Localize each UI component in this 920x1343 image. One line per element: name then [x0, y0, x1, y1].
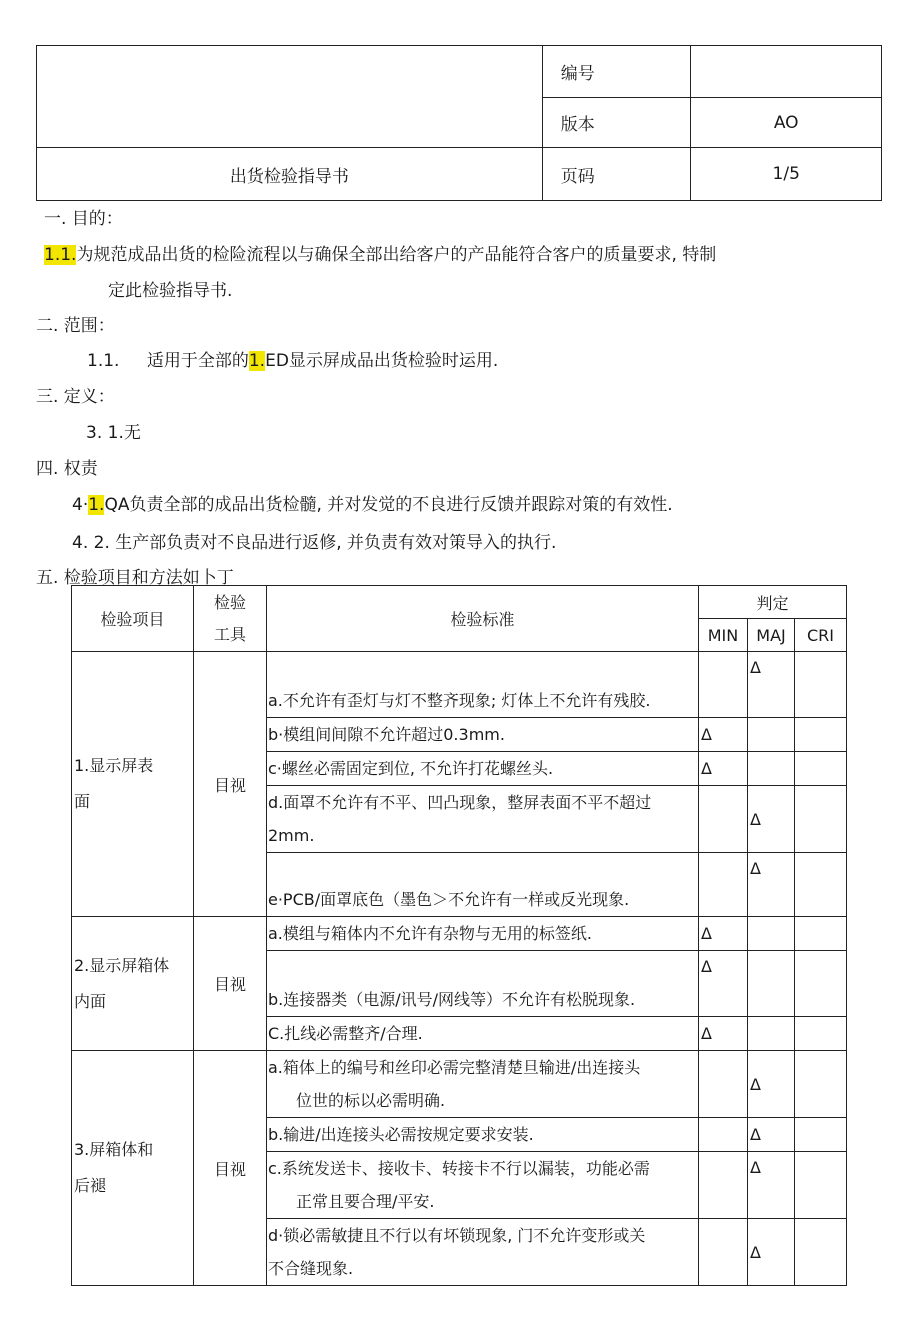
logo-cell	[37, 46, 543, 148]
maj-mark: Δ	[748, 1152, 795, 1219]
cri-cell	[795, 786, 847, 853]
tool-cell: 目视	[194, 917, 267, 1051]
min-mark: Δ	[699, 917, 748, 951]
col-header-tool	[194, 586, 267, 652]
cri-cell	[795, 1152, 847, 1219]
doc-title: 出货检验指导书	[37, 148, 543, 201]
item-label-l1: 3.屏箱体和	[74, 1140, 154, 1159]
standard-text-l1: a.箱体上的编号和丝印必需完整清楚旦输进/出连接头	[268, 1058, 641, 1077]
standard-cell: c·螺丝必需固定到位, 不允许打花螺丝头.	[267, 752, 699, 786]
table-row	[72, 1051, 847, 1118]
min-cell	[699, 853, 748, 917]
standard-text-l1: d.面罩不允许有不平、凹凸现象，整屏表面不平不超过	[268, 793, 652, 812]
responsibility-item-1	[72, 490, 673, 515]
scope-highlight: 1.	[248, 351, 266, 371]
version-label: 版本	[542, 98, 691, 148]
standard-cell	[267, 1219, 699, 1286]
min-mark: Δ	[699, 752, 748, 786]
item-label-l1: 2.显示屏箱体	[74, 955, 170, 975]
cri-cell	[795, 752, 847, 786]
tool-cell: 目视	[194, 1051, 267, 1286]
cri-cell	[795, 951, 847, 1017]
min-cell	[699, 1152, 748, 1219]
standard-text-l2: 正常且要合理/平安.	[296, 1192, 435, 1211]
responsibility-heading: 四. 权责	[36, 459, 98, 479]
min-cell	[699, 786, 748, 853]
resp1-text: QA负责全部的成品出货检髓, 并对发觉的不良进行反馈并跟踪对策的有效性.	[104, 495, 673, 515]
item-label-l2: 面	[74, 792, 91, 811]
page-label: 页码	[542, 148, 691, 201]
col-header-tool-l1: 检验	[213, 592, 246, 612]
item-label-l2: 内面	[74, 991, 107, 1011]
cri-cell	[795, 853, 847, 917]
standard-text-l2: 不合缝现象.	[268, 1259, 354, 1278]
page-value: 1/5	[691, 148, 882, 201]
maj-cell	[748, 917, 795, 951]
standard-cell: e·PCB/面罩底色（墨色＞不允许有一样或反光现象.	[267, 853, 699, 917]
resp1-highlight: 1.	[88, 495, 105, 515]
scope-heading: 二. 范围：	[36, 316, 115, 336]
col-header-cri: CRI	[795, 619, 847, 652]
item-cell	[72, 1051, 194, 1286]
standard-text-l2: 2mm.	[268, 826, 315, 845]
item-cell	[72, 917, 194, 1051]
maj-mark: Δ	[748, 1219, 795, 1286]
inspection-table	[71, 585, 847, 1286]
scope-text-pre: 适用于全部的	[146, 351, 249, 371]
standard-cell	[267, 1051, 699, 1118]
standard-cell: b·模组间间隙不允许超过0.3mm.	[267, 718, 699, 752]
min-cell	[699, 1219, 748, 1286]
cri-cell	[795, 1219, 847, 1286]
cri-cell	[795, 1118, 847, 1152]
col-header-item: 检验项目	[72, 586, 194, 652]
tool-cell: 目视	[194, 652, 267, 917]
maj-cell	[748, 718, 795, 752]
method-heading: 五. 检验项目和方法如卜丁	[36, 568, 234, 588]
version-value: AO	[691, 98, 882, 148]
item-cell	[72, 652, 194, 917]
maj-cell	[748, 951, 795, 1017]
col-header-judge: 判定	[699, 586, 847, 619]
purpose-text-line1: 为规范成品出货的检险流程以与确保全部出给客户的产品能符合客户的质量要求, 特制	[76, 245, 717, 265]
purpose-paragraph	[44, 240, 716, 265]
scope-text-post: ED显示屏成品出货检验时运用.	[265, 351, 499, 371]
doc-no-label: 编号	[542, 46, 691, 98]
standard-cell: b.连接器类（电源/讯号/网线等）不允许有松脱现象.	[267, 951, 699, 1017]
min-cell	[699, 652, 748, 718]
maj-cell	[748, 1017, 795, 1051]
purpose-number: 1.1.	[44, 245, 77, 265]
maj-mark: Δ	[748, 1051, 795, 1118]
purpose-text-line2: 定此检验指导书.	[108, 281, 233, 301]
min-mark: Δ	[699, 951, 748, 1017]
cri-cell	[795, 718, 847, 752]
item-label-l1: 1.显示屏表	[74, 756, 154, 775]
standard-text-l1: c.系统发送卡、接收卡、转接卡不行以漏装，功能必需	[268, 1159, 650, 1178]
standard-cell: a.模组与箱体内不允许有杂物与无用的标签纸.	[267, 917, 699, 951]
standard-cell: C.扎线必需整齐/合理.	[267, 1017, 699, 1051]
standard-text-l2: 位世的标以必需明确.	[296, 1091, 446, 1110]
col-header-min: MIN	[699, 619, 748, 652]
definition-heading: 三. 定义：	[36, 387, 115, 407]
cri-cell	[795, 1051, 847, 1118]
table-row	[72, 652, 847, 718]
purpose-heading: 一. 目的：	[44, 209, 123, 229]
responsibility-item-2: 4. 2. 生产部负责对不良品进行返修, 并负责有效对策导入的执行.	[72, 533, 557, 553]
min-mark: Δ	[699, 1017, 748, 1051]
standard-cell	[267, 786, 699, 853]
header-table	[36, 45, 882, 201]
standard-text-l1: d·锁必需敏捷且不行以有坏锁现象, 门不允许变形或关	[268, 1226, 646, 1245]
col-header-tool-l2: 工具	[213, 624, 246, 644]
col-header-standard: 检验标准	[267, 586, 699, 652]
maj-mark: Δ	[748, 853, 795, 917]
min-cell	[699, 1118, 748, 1152]
item-label-l2: 后褪	[74, 1176, 107, 1195]
doc-no-value	[691, 46, 882, 98]
definition-item: 3. 1.无	[86, 423, 141, 443]
standard-cell	[267, 1152, 699, 1219]
scope-paragraph	[87, 346, 498, 371]
col-header-maj: MAJ	[748, 619, 795, 652]
min-cell	[699, 1051, 748, 1118]
maj-mark: Δ	[748, 1118, 795, 1152]
table-row	[72, 917, 847, 951]
standard-cell: b.输进/出连接头必需按规定要求安装.	[267, 1118, 699, 1152]
min-mark: Δ	[699, 718, 748, 752]
maj-mark: Δ	[748, 786, 795, 853]
maj-mark: Δ	[748, 652, 795, 718]
cri-cell	[795, 917, 847, 951]
scope-number: 1.1.	[87, 351, 120, 371]
maj-cell	[748, 752, 795, 786]
cri-cell	[795, 1017, 847, 1051]
resp1-prefix: 4·	[72, 495, 89, 515]
cri-cell	[795, 652, 847, 718]
standard-cell: a.不允许有歪灯与灯不整齐现象; 灯体上不允许有残胶.	[267, 652, 699, 718]
